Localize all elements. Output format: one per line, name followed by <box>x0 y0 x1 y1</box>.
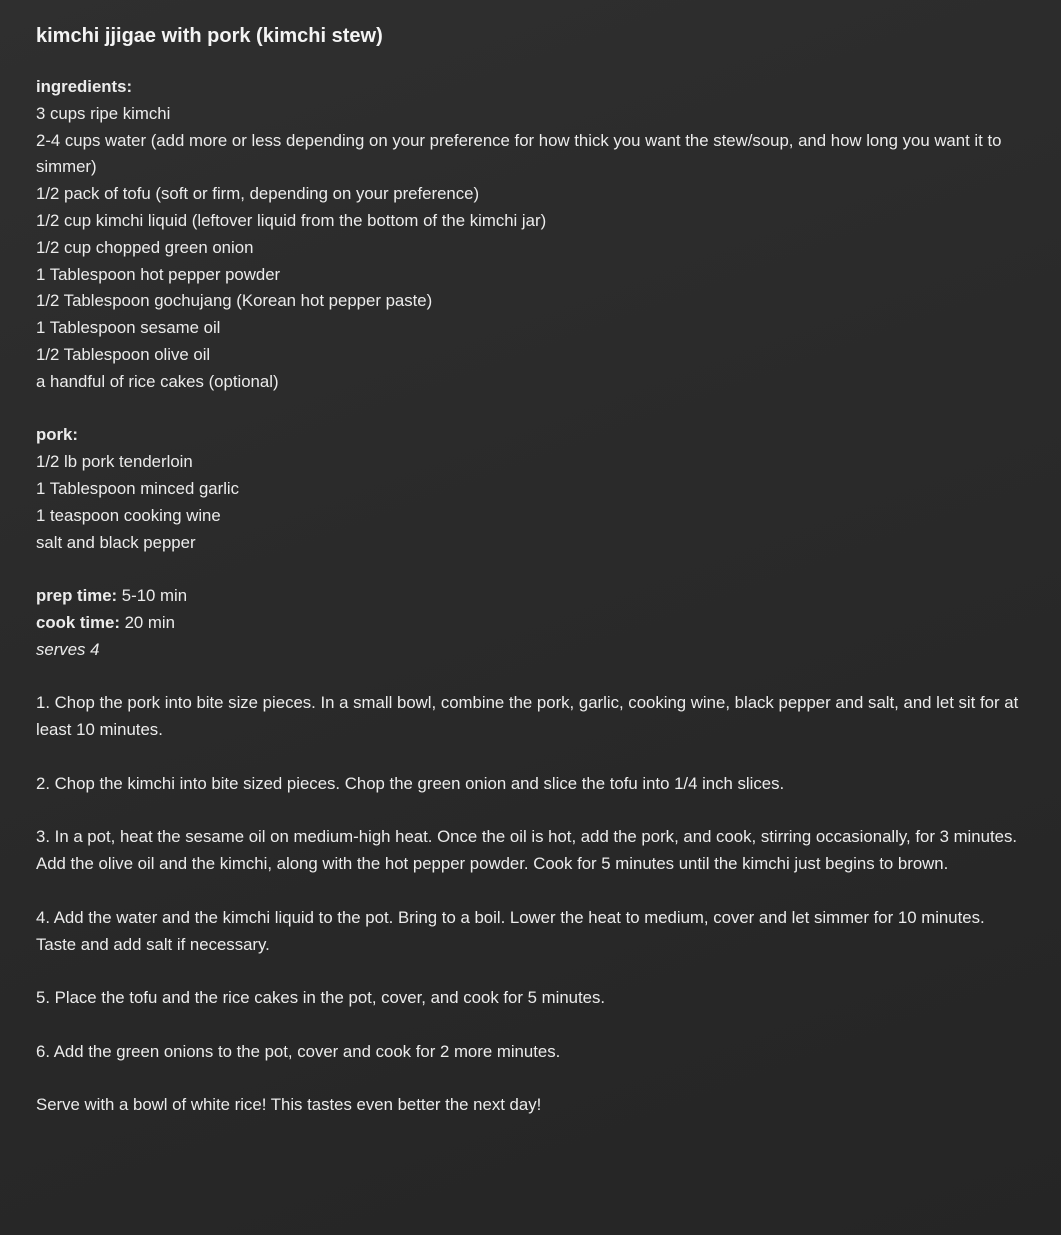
recipe-meta <box>36 583 1025 663</box>
step-1: 1. Chop the pork into bite size pieces. In a small bowl, combine the pork, garlic, cooking wine, black pepper and salt, and let sit for at least 10 minutes. <box>36 693 1019 740</box>
ingredient-item: 1/2 Tablespoon gochujang (Korean hot pepper paste) <box>36 291 433 311</box>
step-2: 2. Chop the kimchi into bite sized pieces. Chop the green onion and slice the tofu into 1/4 inch slices. <box>36 773 785 793</box>
spacer <box>36 958 1025 985</box>
ingredient-item: 3 cups ripe kimchi <box>36 103 171 123</box>
ingredient-item: 1 Tablespoon sesame oil <box>36 318 221 338</box>
step-5: 5. Place the tofu and the rice cakes in the pot, cover, and cook for 5 minutes. <box>36 988 606 1008</box>
steps-section <box>36 690 1025 1119</box>
ingredients-section <box>36 74 1025 396</box>
ingredient-item: 2-4 cups water (add more or less depending on your preference for how thick you want the stew/soup, and how long you want it to simmer) <box>36 130 1002 177</box>
spacer <box>36 1065 1025 1092</box>
spacer <box>36 744 1025 771</box>
ingredients-list <box>36 101 1025 396</box>
spacer <box>36 798 1025 825</box>
prep-time-label: prep time: <box>36 586 118 606</box>
ingredient-item: a handful of rice cakes (optional) <box>36 371 279 391</box>
prep-time-value: 5-10 min <box>117 586 188 606</box>
spacer <box>36 1012 1025 1039</box>
pork-item: salt and black pepper <box>36 532 196 552</box>
step-4: 4. Add the water and the kimchi liquid to the pot. Bring to a boil. Lower the heat to medium, cover and let simmer for 10 minutes. Taste and add salt if necessary. <box>36 907 985 954</box>
pork-item: 1 Tablespoon minced garlic <box>36 478 240 498</box>
closing-note: Serve with a bowl of white rice! This tastes even better the next day! <box>36 1095 542 1115</box>
ingredient-item: 1/2 cup chopped green onion <box>36 237 254 257</box>
cook-time-value: 20 min <box>119 612 175 632</box>
pork-list <box>36 449 1025 556</box>
ingredient-item: 1 Tablespoon hot pepper powder <box>36 264 281 284</box>
spacer <box>36 878 1025 905</box>
ingredient-item: 1/2 cup kimchi liquid (leftover liquid from the bottom of the kimchi jar) <box>36 210 547 230</box>
cook-time-label: cook time: <box>36 612 120 632</box>
pork-heading: pork: <box>36 425 78 445</box>
prep-time <box>36 583 1025 610</box>
pork-item: 1 teaspoon cooking wine <box>36 505 221 525</box>
pork-item: 1/2 lb pork tenderloin <box>36 452 193 472</box>
step-3: 3. In a pot, heat the sesame oil on medium-high heat. Once the oil is hot, add the pork, and cook, stirring occasionally, for 3 minutes. Add the olive oil and the kimchi, along with the hot pepper powder. Cook for 5 minutes until the kimchi just begins to brown. <box>36 827 1017 874</box>
pork-section <box>36 422 1025 556</box>
serves: serves 4 <box>36 639 100 659</box>
spacer <box>36 396 1025 423</box>
ingredient-item: 1/2 Tablespoon olive oil <box>36 344 211 364</box>
spacer <box>36 556 1025 583</box>
ingredient-item: 1/2 pack of tofu (soft or firm, depending on your preference) <box>36 184 480 204</box>
step-6: 6. Add the green onions to the pot, cover and cook for 2 more minutes. <box>36 1041 561 1061</box>
recipe-title: kimchi jjigae with pork (kimchi stew) <box>36 25 383 47</box>
cook-time <box>36 610 1025 637</box>
ingredients-heading: ingredients: <box>36 77 133 96</box>
spacer <box>36 664 1025 691</box>
